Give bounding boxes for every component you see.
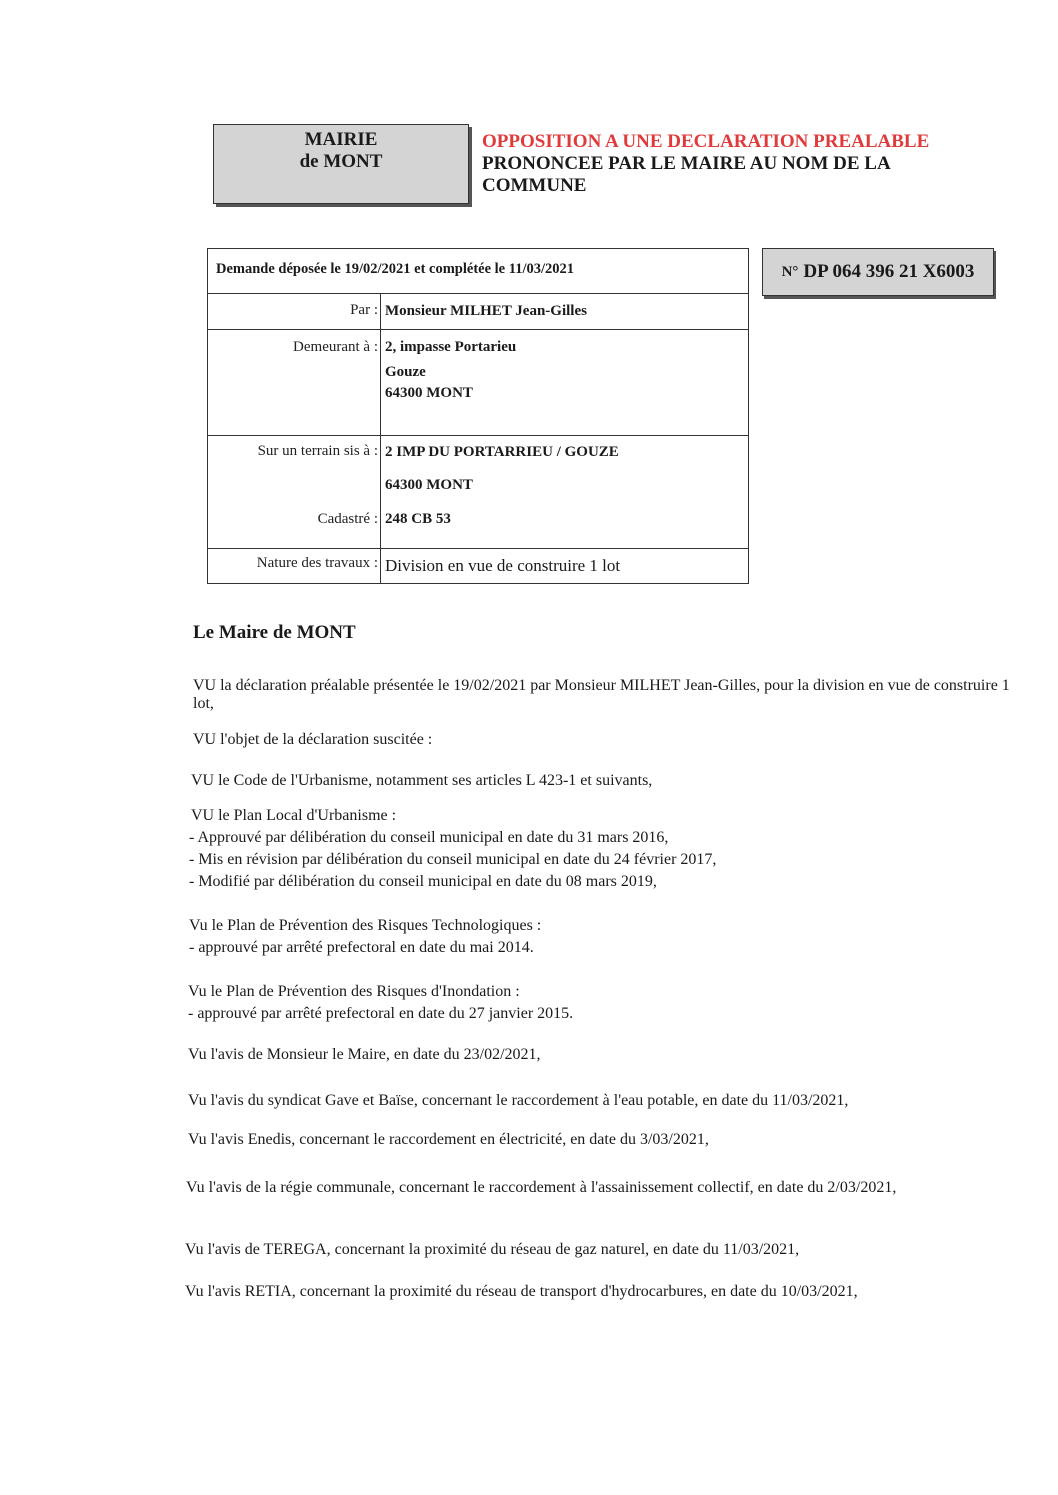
paragraph-avis-retia: Vu l'avis RETIA, concernant la proximité du réseau de transport d'hydrocarbures, en date du 10/03/2021, [185, 1283, 858, 1300]
title-line-2: PRONONCEE PAR LE MAIRE AU NOM DE LA [482, 153, 891, 174]
request-table [207, 248, 749, 584]
paragraph-plu: VU le Plan Local d'Urbanisme : [191, 807, 397, 824]
par-value: Monsieur MILHET Jean-Gilles [385, 303, 587, 319]
dossier-number-box [762, 248, 994, 296]
mairie-line1: MAIRIE [304, 129, 378, 150]
mairie-box [213, 124, 469, 204]
document-title [482, 131, 1002, 197]
request-heading: Demande déposée le 19/02/2021 et complétée le 11/03/2021 [208, 249, 748, 294]
cadastre-label: Cadastré : [317, 511, 378, 527]
pprt-item: - approuvé par arrêté prefectoral en date du mai 2014. [189, 939, 534, 956]
maire-title: Le Maire de MONT [193, 622, 356, 643]
paragraph-code-urbanisme: VU le Code de l'Urbanisme, notamment ses articles L 423-1 et suivants, [191, 772, 653, 789]
demeurant-label: Demeurant à : [293, 339, 378, 355]
paragraph-avis-enedis: Vu l'avis Enedis, concernant le raccordement en électricité, en date du 3/03/2021, [188, 1131, 709, 1148]
dossier-prefix: N° [781, 263, 799, 280]
par-label: Par : [350, 302, 378, 318]
terrain-label: Sur un terrain sis à : [257, 443, 378, 459]
paragraph-objet: VU l'objet de la déclaration suscitée : [193, 731, 433, 748]
terrain-line-2: 64300 MONT [385, 477, 473, 493]
row-terrain [208, 436, 748, 549]
paragraph-avis-regie: Vu l'avis de la régie communale, concernant le raccordement à l'assainissement collectif, en date du 2/03/2021, [186, 1179, 897, 1196]
plu-item-3: - Modifié par délibération du conseil municipal en date du 08 mars 2019, [189, 873, 657, 890]
terrain-line-1: 2 IMP DU PORTARRIEU / GOUZE [385, 444, 619, 460]
nature-label: Nature des travaux : [256, 555, 378, 571]
mairie-line2: de MONT [299, 151, 383, 172]
demeurant-line-1: 2, impasse Portarieu [385, 339, 517, 355]
dossier-number: DP 064 396 21 X6003 [803, 261, 975, 282]
row-nature [208, 549, 748, 584]
paragraph-avis-maire: Vu l'avis de Monsieur le Maire, en date du 23/02/2021, [188, 1046, 541, 1063]
paragraph-ppri: Vu le Plan de Prévention des Risques d'Inondation : [188, 983, 520, 1000]
cadastre-value: 248 CB 53 [385, 511, 451, 527]
title-red-line: OPPOSITION A UNE DECLARATION PREALABLE [482, 131, 930, 152]
plu-item-1: - Approuvé par délibération du conseil municipal en date du 31 mars 2016, [189, 829, 669, 846]
plu-item-2: - Mis en révision par délibération du conseil municipal en date du 24 février 2017, [189, 851, 717, 868]
paragraph-avis-terega: Vu l'avis de TEREGA, concernant la proximité du réseau de gaz naturel, en date du 11/03/2021, [185, 1241, 800, 1258]
paragraph-pprt: Vu le Plan de Prévention des Risques Technologiques : [189, 917, 542, 934]
nature-value: Division en vue de construire 1 lot [385, 556, 621, 575]
paragraph-declaration: VU la déclaration préalable présentée le 19/02/2021 par Monsieur MILHET Jean-Gilles, pour la division en vue de construire 1 lot, [193, 677, 1010, 712]
row-par [208, 294, 748, 330]
title-line-3: COMMUNE [482, 175, 587, 196]
row-demeurant [208, 330, 748, 436]
demeurant-line-2: Gouze [385, 364, 426, 380]
demeurant-line-3: 64300 MONT [385, 385, 473, 401]
ppri-item: - approuvé par arrêté prefectoral en date du 27 janvier 2015. [188, 1005, 574, 1022]
paragraph-avis-syndicat: Vu l'avis du syndicat Gave et Baïse, concernant le raccordement à l'eau potable, en date du 11/03/2021, [188, 1092, 849, 1109]
